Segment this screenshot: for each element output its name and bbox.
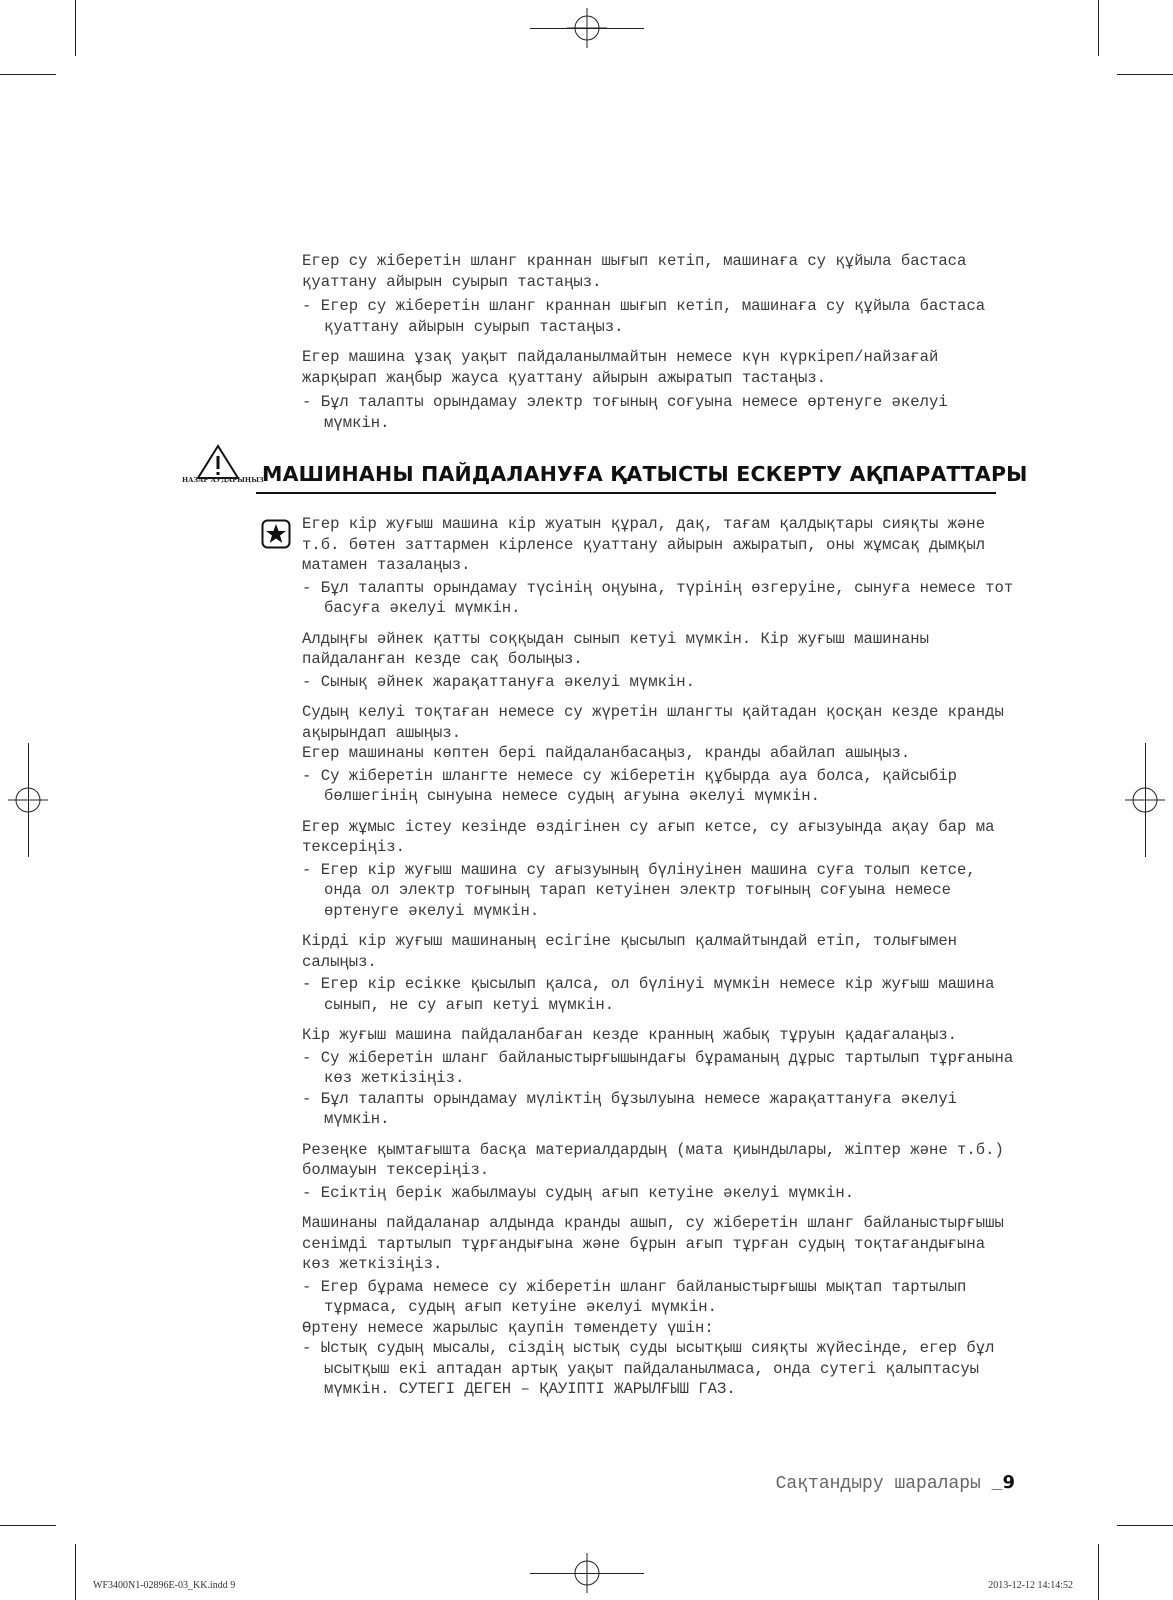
warning-item (302, 1140, 1022, 1204)
star-note-icon (261, 519, 291, 549)
warning-text: Егер су жіберетін шланг краннан шығып кетіп, машинаға су құйыла бастаса қуаттану айырын суырып тастаңыз. (302, 252, 976, 291)
crop-mark (0, 74, 56, 75)
warning-text: Резеңке қымтағышта басқа материалдардың (мата қиындылары, жіптер және т.б.) болмауын тексеріңіз. (302, 1140, 1014, 1179)
heading-underline (256, 492, 996, 494)
warning-consequence: - Егер кір есікке қысылып қалса, ол бүлінуі мүмкін немесе кір жуғыш машина сынып, не су ағып кетуі мүмкін. (302, 975, 1004, 1014)
warning-consequence: - Сынық әйнек жарақаттануға әкелуі мүмкін. (302, 672, 696, 691)
warning-text: Өртену немесе жарылыс қаупін төмендету үшін: (302, 1318, 714, 1337)
page-footer (776, 1472, 1015, 1494)
warning-consequence: - Ыстық судың мысалы, сіздің ыстық суды ысытқыш сияқты жүйесінде, егер бұл ысытқыш екі аптадан артық уақыт пайдаланылмаса, онда сутегі қалыптасуы мүмкін. СУТЕГІ ДЕГЕН – ҚАУІПТІ ЖАРЫЛҒЫШ ГАЗ. (302, 1339, 1004, 1398)
slug-timestamp: 2013-12-12 14:14:52 (988, 1580, 1073, 1591)
intro-block (302, 251, 1022, 443)
warning-item (302, 1213, 1022, 1400)
footer-section-title: Сақтандыру шаралары _ (775, 1474, 1003, 1494)
warning-item (302, 347, 1022, 433)
crop-mark (1117, 74, 1173, 75)
registration-line (530, 1573, 644, 1574)
warning-text: Егер кір жуғыш машина кір жуатын құрал, дақ, тағам қалдықтары сияқты және т.б. бөтен заттармен кірленсе қуаттану айырын ажыратып, оны жұмсақ дымқыл матамен тазалаңыз. (302, 515, 995, 574)
warning-consequence: - Егер кір жуғыш машина су ағызуының бүлінуінен машина суға толып кетсе, онда ол электр тоғының тарап кетуінен электр тоғының соғуына немесе өртенуге әкелуі мүмкін. (302, 860, 986, 920)
warning-item (302, 1025, 1022, 1130)
warning-text: Егер жұмыс істеу кезінде өздігінен су ағып кетсе, су ағызуында ақау бар ма тексеріңіз. (302, 817, 1004, 856)
registration-line (28, 743, 29, 857)
warning-text: Судың келуі тоқтаған немесе су жүретін шлангты қайтадан қосқан кезде кранды ақырындап ашыңыз. Егер машинаны көптен бері пайдаланбасаңыз, кранды абайлап ашыңыз. (302, 703, 1004, 762)
page-number: 9 (1002, 1472, 1015, 1493)
warning-icon-caption: НАЗАР АУДАРЫҢЫЗ (182, 476, 264, 484)
warning-consequence: - Су жіберетін шлангте немесе су жіберетін құбырда ауа болса, қайсыбір бөлшегінің сынуына немесе судың ағуына әкелуі мүмкін. (302, 766, 967, 805)
crop-mark (0, 1525, 56, 1526)
registration-line (1145, 743, 1146, 857)
crop-mark (1098, 1544, 1099, 1600)
warning-consequence: - Бұл талапты орындамау электр тоғының соғуына немесе өртенуге әкелуі мүмкін. (302, 393, 958, 432)
slug-filename: WF3400N1-02896E-03_KK.indd 9 (93, 1580, 236, 1591)
warning-list (302, 514, 1022, 1410)
warning-text: Кірді кір жуғыш машинаның есігіне қысылып қалмайтындай етіп, толығымен салыңыз. (302, 932, 967, 971)
warning-consequence: - Егер су жіберетін шланг краннан шығып кетіп, машинаға су құйыла бастаса қуаттану айырын суырып тастаңыз. (302, 297, 995, 336)
warning-consequence: - Егер бұрама немесе су жіберетін шланг байланыстырғышы мықтап тартылып тұрмаса, судың ағып кетуіне әкелуі мүмкін. (302, 1277, 976, 1316)
warning-item (302, 514, 1022, 619)
crop-mark (75, 0, 76, 56)
warning-consequence: - Есіктің берік жабылмауы судың ағып кетуіне әкелуі мүмкін. (302, 1183, 855, 1202)
warning-text: Кір жуғыш машина пайдаланбаған кезде кранның жабық тұруын қадағалаңыз. (302, 1026, 958, 1044)
crop-mark (1117, 1525, 1173, 1526)
warning-consequence: - Су жіберетін шланг байланыстырғышындағы бұраманың дұрыс тартылып тұрғанына көз жеткізіңіз. (302, 1048, 1023, 1087)
warning-consequence: - Бұл талапты орындамау мүліктің бұзылуына немесе жарақаттануға әкелуі мүмкін. (302, 1089, 967, 1128)
warning-text: Егер машина ұзақ уақыт пайдаланылмайтын немесе күн күркіреп/найзағай жарқырап жаңбыр жауса қуаттану айырын ажыратып тастаңыз. (302, 348, 948, 387)
warning-text: Алдыңғы әйнек қатты соққыдан сынып кетуі мүмкін. Кір жуғыш машинаны пайдаланған кезде сақ болыңыз. (302, 629, 939, 668)
warning-item (302, 817, 1022, 922)
warning-text: Машинаны пайдаланар алдында кранды ашып, су жіберетін шланг байланыстырғышы сенімді тартылып тұрғандығына және бұрын ағып тұрған судың тоқтағандығына көз жеткізіңіз. (302, 1214, 1014, 1273)
warning-item (302, 702, 1022, 807)
warning-item (302, 251, 1022, 337)
registration-line (530, 28, 644, 29)
warning-consequence: - Бұл талапты орындамау түсінің оңуына, түрінің өзгеруіне, сынуға немесе тот басуға әкелуі мүмкін. (302, 578, 1023, 617)
crop-mark (1098, 0, 1099, 56)
warning-item (302, 629, 1022, 693)
crop-mark (75, 1544, 76, 1600)
section-heading (182, 444, 1028, 492)
warning-item (302, 931, 1022, 1015)
section-title: МАШИНАНЫ ПАЙДАЛАНУҒА ҚАТЫСТЫ ЕСКЕРТУ АҚПАРАТТАРЫ (262, 462, 1028, 486)
